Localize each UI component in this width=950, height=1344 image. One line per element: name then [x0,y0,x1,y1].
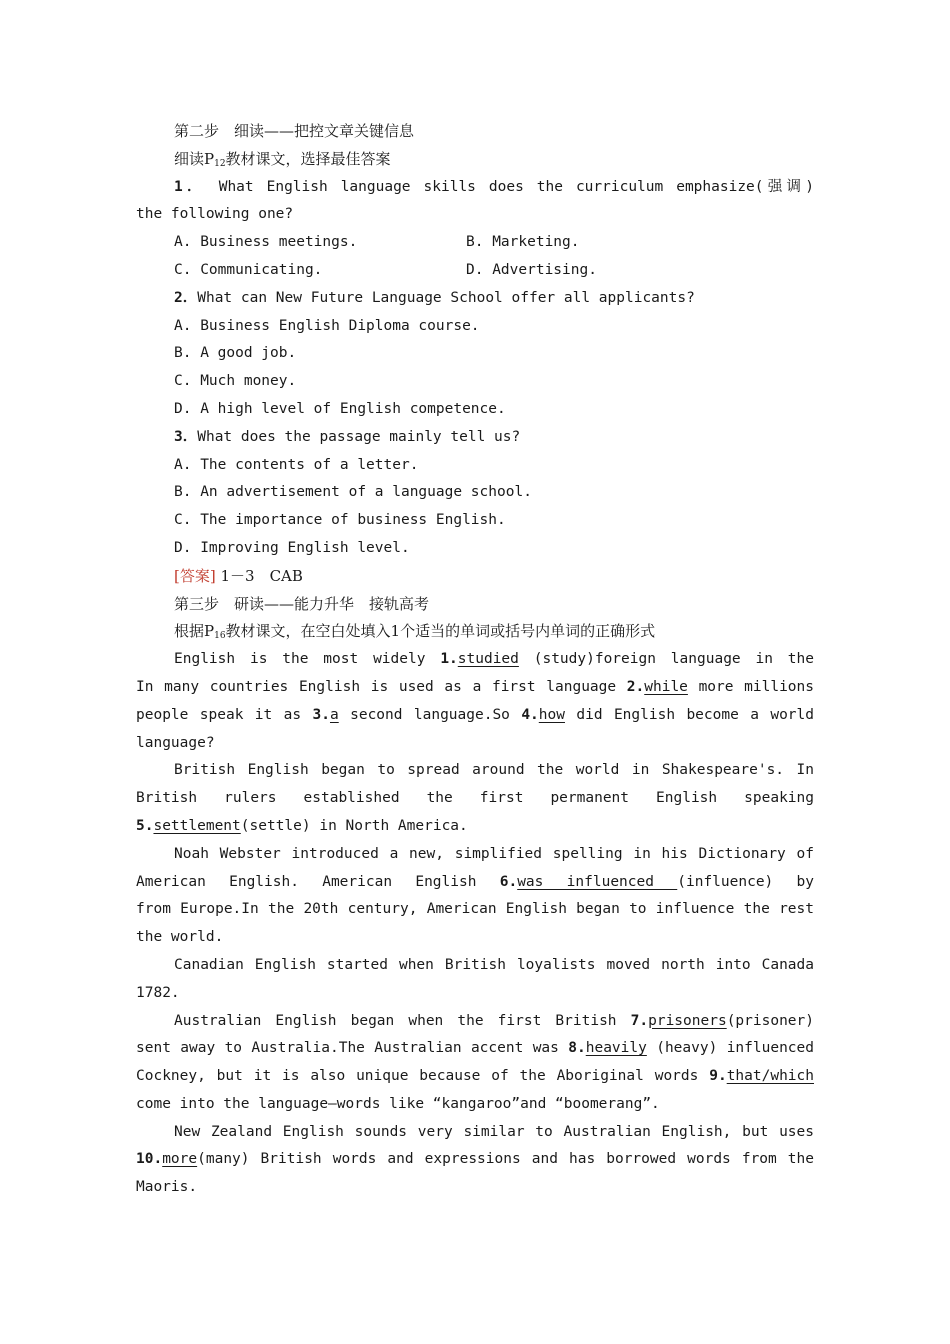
answer-label: [答案] [174,566,216,585]
option: C. The importance of business English. [174,512,506,529]
step2-heading: 第二步 细读——把控文章关键信息 [174,122,415,140]
paragraph-line: come into the language—words like “kangaroo”and “boomerang”. [136,1095,660,1112]
paragraph-line: British rulers established the first permanent English speaking [136,790,814,807]
paragraph-line: Canadian English started when British loyalists moved north into Canada [174,956,814,973]
answer-key [136,563,814,591]
paragraph-line: Australian English began when the first British 7.prisoners(prisoner) [174,1012,814,1029]
option: A. Business meetings. [174,234,358,251]
paragraph-line: the world. [136,929,224,946]
answer-blank: studied [457,651,519,668]
answer-blank: a [329,706,339,723]
paragraph-line: Cockney, but it is also unique because of the Aboriginal words 9.that/which [136,1068,814,1085]
answer-blank: more [162,1151,198,1168]
question-1-cont: the following one? [136,206,294,223]
answer-text: 1－3 CAB [215,566,303,585]
paragraph-line: 1782. [136,984,180,1001]
answer-blank: was influenced [517,873,678,890]
option: D. Advertising. [466,261,597,278]
answer-blank: settlement [153,817,241,834]
paragraph-line: sent away to Australia.The Australian accent was 8.heavily (heavy) influenced [136,1040,814,1057]
question-1-options-ab [136,229,814,257]
paragraph-line: people speak it as 3.a second language.So 4.how did English become a world [136,706,814,723]
answer-blank: heavily [585,1040,647,1057]
step3-heading: 第三步 研读——能力升华 接轨高考 [174,594,430,613]
question-2: 2．What can New Future Language School offer all applicants? [174,289,695,306]
answer-blank: how [538,706,565,723]
paragraph-line: Noah Webster introduced a new, simplified spelling in his Dictionary of [174,845,814,862]
option: B. An advertisement of a language school. [174,484,532,501]
option: A. Business English Diploma course. [174,317,480,334]
paragraph-line: from Europe.In the 20th century, American English began to influence the rest [136,901,814,918]
step2-instruction: 细读$P_{12}$教材课文，选择最佳答案 [174,149,391,169]
question-1: 1． What English language skills does the curriculum emphasize(强调) [174,178,814,195]
paragraph-line: language? [136,734,215,751]
paragraph-line: 10.more(many) British words and expressions and has borrowed words from the [136,1151,814,1168]
option: C. Much money. [174,373,297,390]
answer-blank: prisoners [648,1012,727,1029]
paragraph-line: Maoris. [136,1179,198,1196]
answer-blank: while [644,678,688,695]
paragraph-line: 5.settlement(settle) in North America. [136,817,468,834]
paragraph-line: British English began to spread around the world in Shakespeare's. In [174,762,814,779]
option: A. The contents of a letter. [174,456,419,473]
option: C. Communicating. [174,261,323,278]
paragraph-line: In many countries English is used as a first language 2.while more millions [136,678,814,695]
option: D. A high level of English competence. [174,400,506,417]
paragraph-line: American English. American English 6.was influenced (influence) by [136,873,814,890]
option: D. Improving English level. [174,539,410,556]
option: B. Marketing. [466,234,580,251]
paragraph-line: English is the most widely 1.studied (study)foreign language in the [174,651,814,668]
paragraph-line: New Zealand English sounds very similar to Australian English, but uses [174,1123,814,1140]
document-page [136,118,814,1202]
step3-instruction: 根据$P_{16}$教材课文，在空白处填入1个适当的单词或括号内单词的正确形式 [174,622,656,642]
answer-blank: that/which [726,1068,814,1085]
option: B. A good job. [174,345,297,362]
question-3: 3．What does the passage mainly tell us? [174,428,521,445]
question-1-options-cd [136,257,814,285]
